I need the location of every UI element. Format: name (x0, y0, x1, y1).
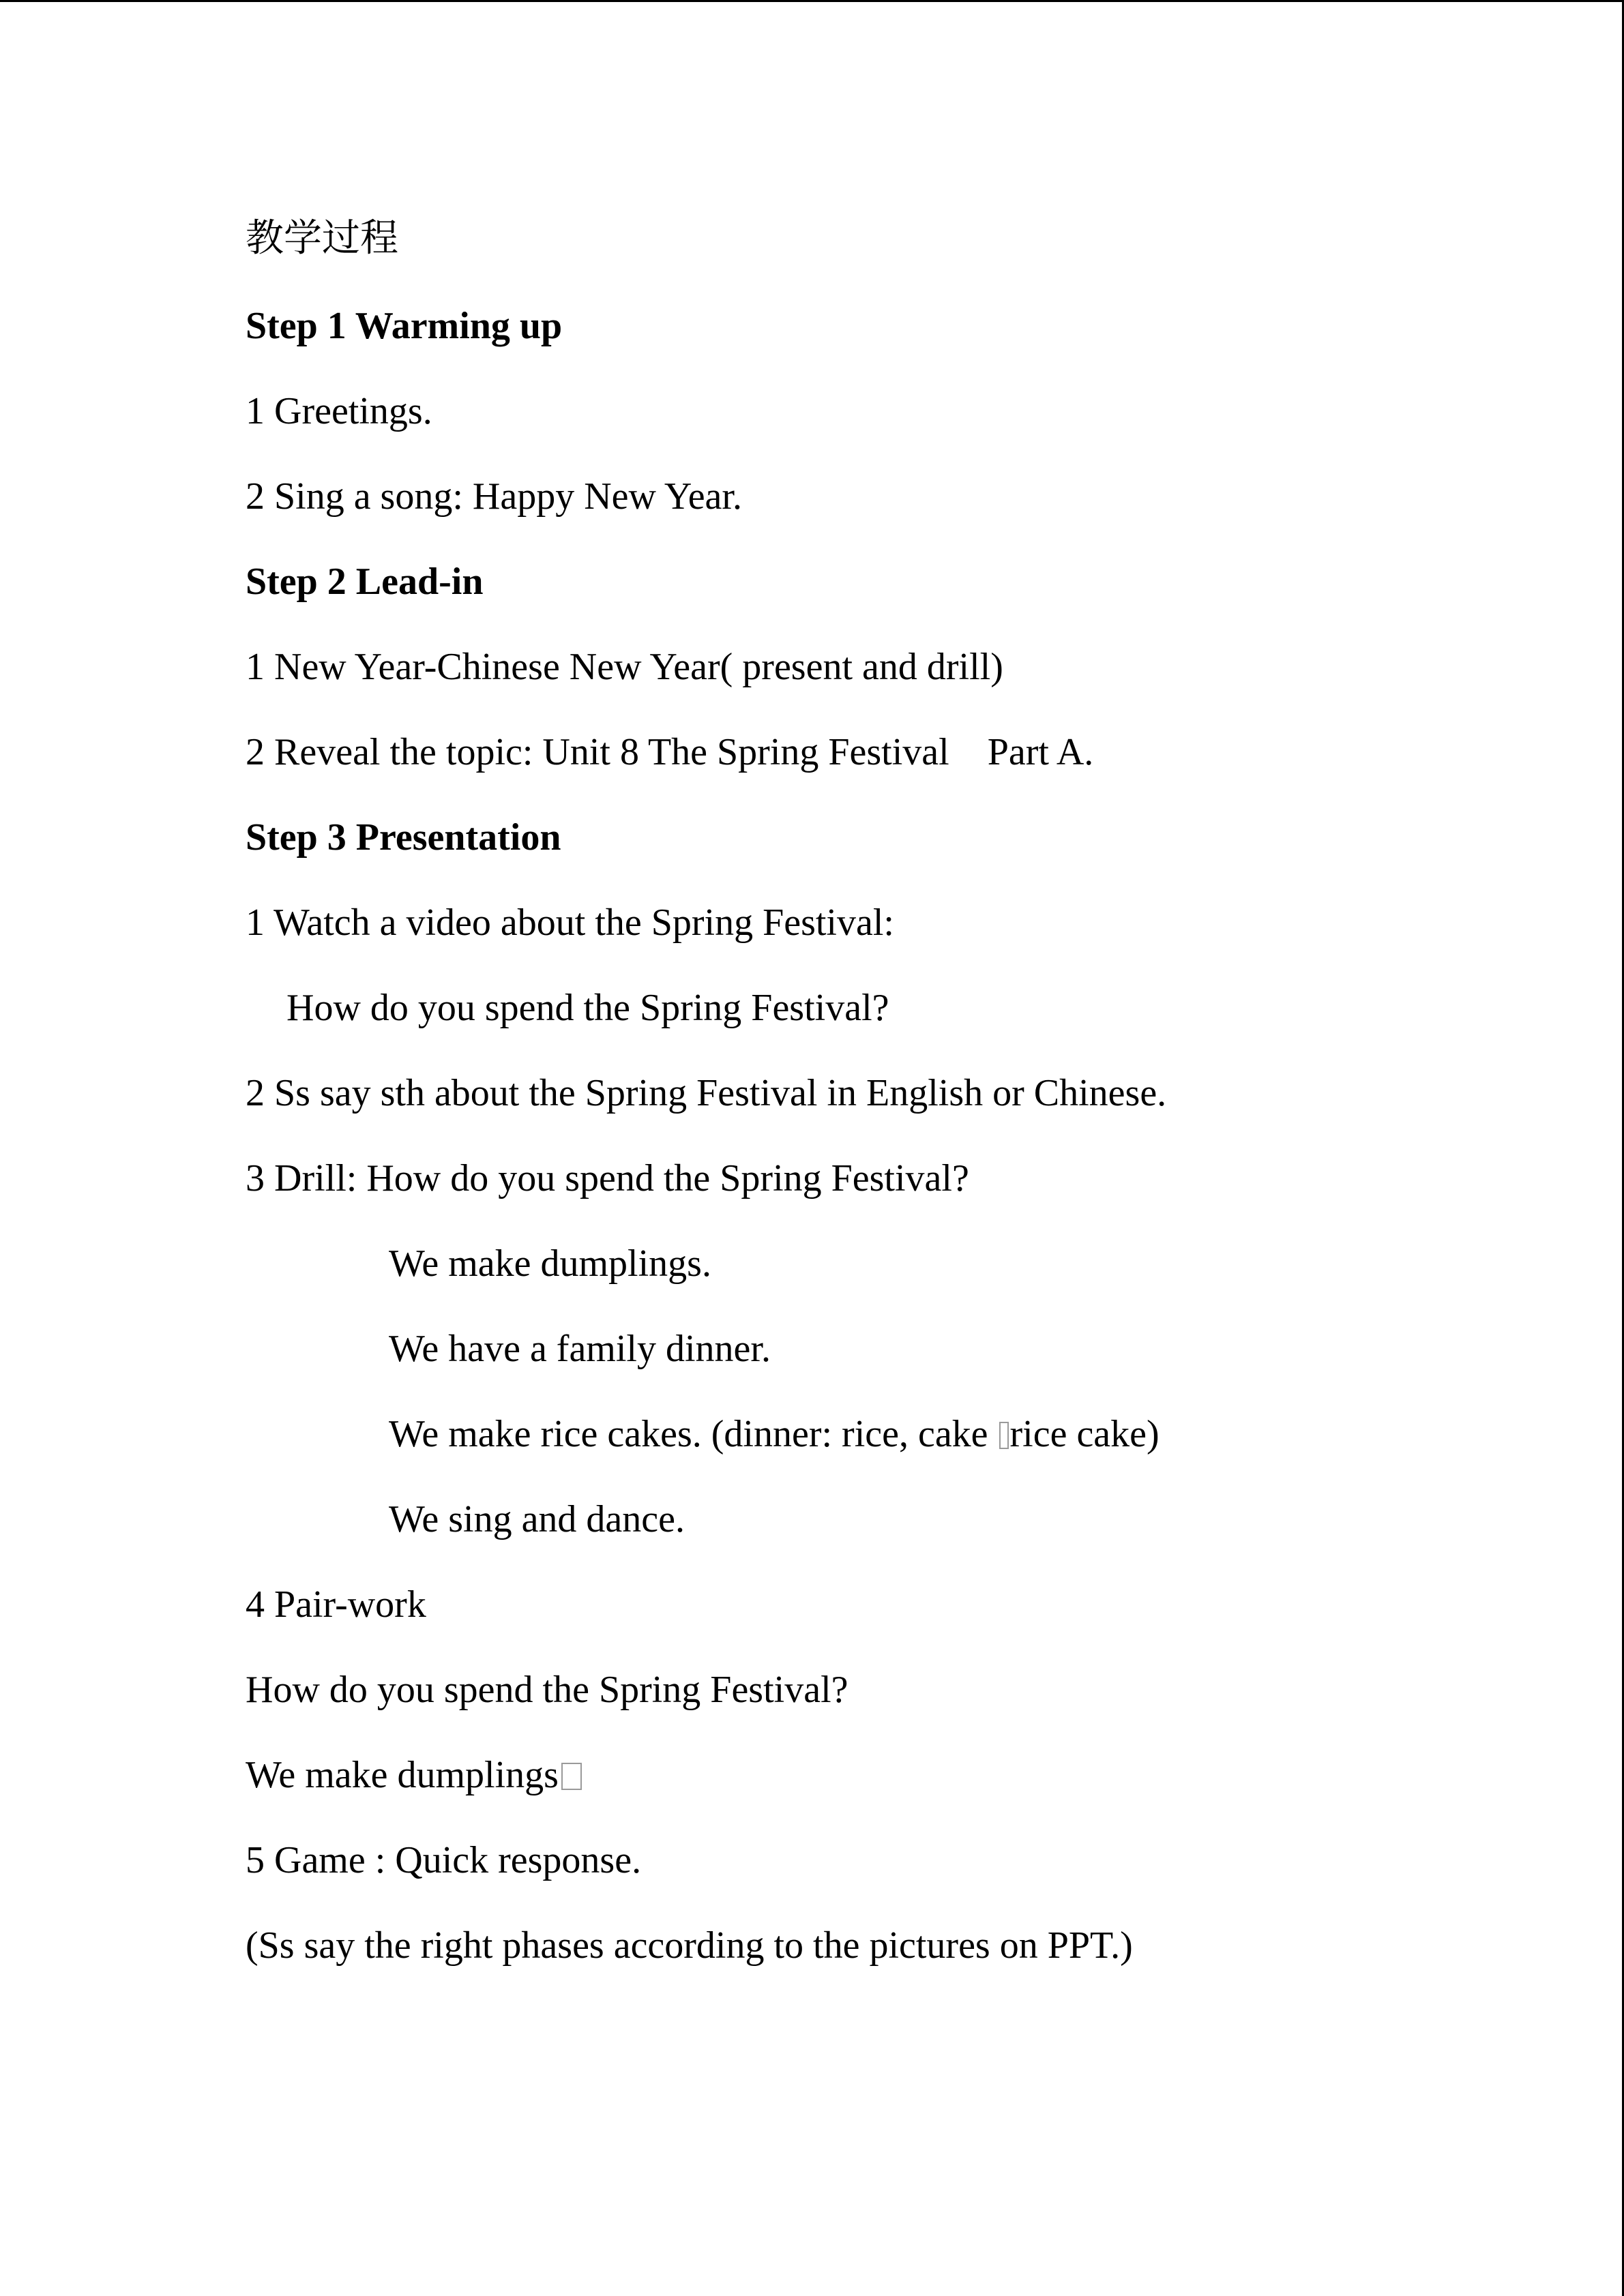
step1-item-1: 1 Greetings. (246, 390, 432, 432)
step3-item-3: 3 Drill: How do you spend the Spring Festival? (246, 1157, 969, 1199)
pair-work-answer (246, 1751, 585, 1799)
pair-work-answer-text: We make dumplings (246, 1754, 559, 1796)
drill-answer-3 (389, 1410, 1160, 1458)
missing-glyph-icon (999, 1422, 1009, 1449)
drill-answer-1: We make dumplings. (389, 1242, 711, 1285)
drill-answer-3-before: We make rice cakes. (dinner: rice, cake (389, 1413, 998, 1455)
drill-answer-3-after: rice cake) (1009, 1413, 1160, 1455)
step3-item-1-question: How do you spend the Spring Festival? (286, 987, 889, 1029)
section-title: 教学过程 (246, 216, 398, 260)
step3-heading: Step 3 Presentation (246, 816, 561, 859)
step3-item-5: 5 Game : Quick response. (246, 1839, 642, 1881)
step1-item-2: 2 Sing a song: Happy New Year. (246, 475, 742, 518)
drill-answer-4: We sing and dance. (389, 1498, 685, 1540)
step2-item-1: 1 New Year-Chinese New Year( present and drill) (246, 646, 1003, 688)
pair-work-question: How do you spend the Spring Festival? (246, 1669, 848, 1711)
step3-item-2: 2 Ss say sth about the Spring Festival in English or Chinese. (246, 1072, 1167, 1114)
drill-answer-2: We have a family dinner. (389, 1328, 771, 1370)
page-top-border (0, 0, 1624, 2)
step2-heading: Step 2 Lead-in (246, 561, 484, 603)
step3-item-5-note: (Ss say the right phases according to the pictures on PPT.) (246, 1924, 1133, 1967)
step2-item-2: 2 Reveal the topic: Unit 8 The Spring Festival Part A. (246, 731, 1094, 773)
missing-glyph-icon (561, 1763, 582, 1790)
step3-item-1: 1 Watch a video about the Spring Festival: (246, 901, 894, 944)
step1-heading: Step 1 Warming up (246, 305, 563, 347)
step3-item-4: 4 Pair-work (246, 1583, 426, 1626)
